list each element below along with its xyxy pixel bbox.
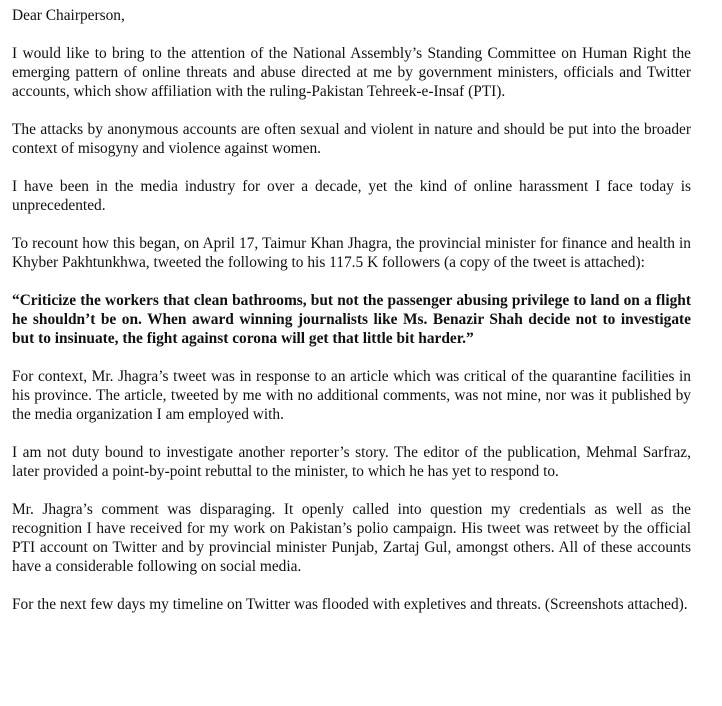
quoted-tweet: “Criticize the workers that clean bathrooms, but not the passenger abusing privilege to land on a flight he shouldn’t be on. When award winning journalists like Ms. Benazir Shah decide not to investigate but to insinuate, the fight against corona will get that little bit harder.” <box>12 292 691 347</box>
salutation: Dear Chairperson, <box>12 7 125 24</box>
paragraph-disparaging: Mr. Jhagra’s comment was disparaging. It openly called into question my credentials as well as the recognition I have received for my work on Pakistan’s polio campaign. His tweet was retweet by the official PTI account on Twitter and by provincial minister Punjab, Zartaj Gul, amongst others. All of these accounts have a considerable following on social media. <box>12 501 691 575</box>
paragraph-timeline: For the next few days my timeline on Twitter was flooded with expletives and threats. (Screenshots attached). <box>12 596 688 613</box>
letter-body <box>12 6 691 633</box>
paragraph-context: For context, Mr. Jhagra’s tweet was in response to an article which was critical of the quarantine facilities in his province. The article, tweeted by me with no additional comments, was not mine, nor was it published by the media organization I am employed with. <box>12 368 691 423</box>
paragraph-media-industry: I have been in the media industry for over a decade, yet the kind of online harassment I face today is unprecedented. <box>12 178 691 214</box>
paragraph-attacks: The attacks by anonymous accounts are often sexual and violent in nature and should be put into the broader context of misogyny and violence against women. <box>12 121 691 157</box>
paragraph-intro: I would like to bring to the attention of the National Assembly’s Standing Committee on Human Right the emerging pattern of online threats and abuse directed at me by government ministers, officials and Twitter accounts, which show affiliation with the ruling-Pakistan Tehreek-e-Insaf (PTI). <box>12 45 691 100</box>
paragraph-recount: To recount how this began, on April 17, Taimur Khan Jhagra, the provincial minister for finance and health in Khyber Pakhtunkhwa, tweeted the following to his 117.5 K followers (a copy of the tweet is attached): <box>12 235 691 271</box>
paragraph-duty: I am not duty bound to investigate another reporter’s story. The editor of the publication, Mehmal Sarfraz, later provided a point-by-point rebuttal to the minister, to which he has yet to respond to. <box>12 444 691 480</box>
